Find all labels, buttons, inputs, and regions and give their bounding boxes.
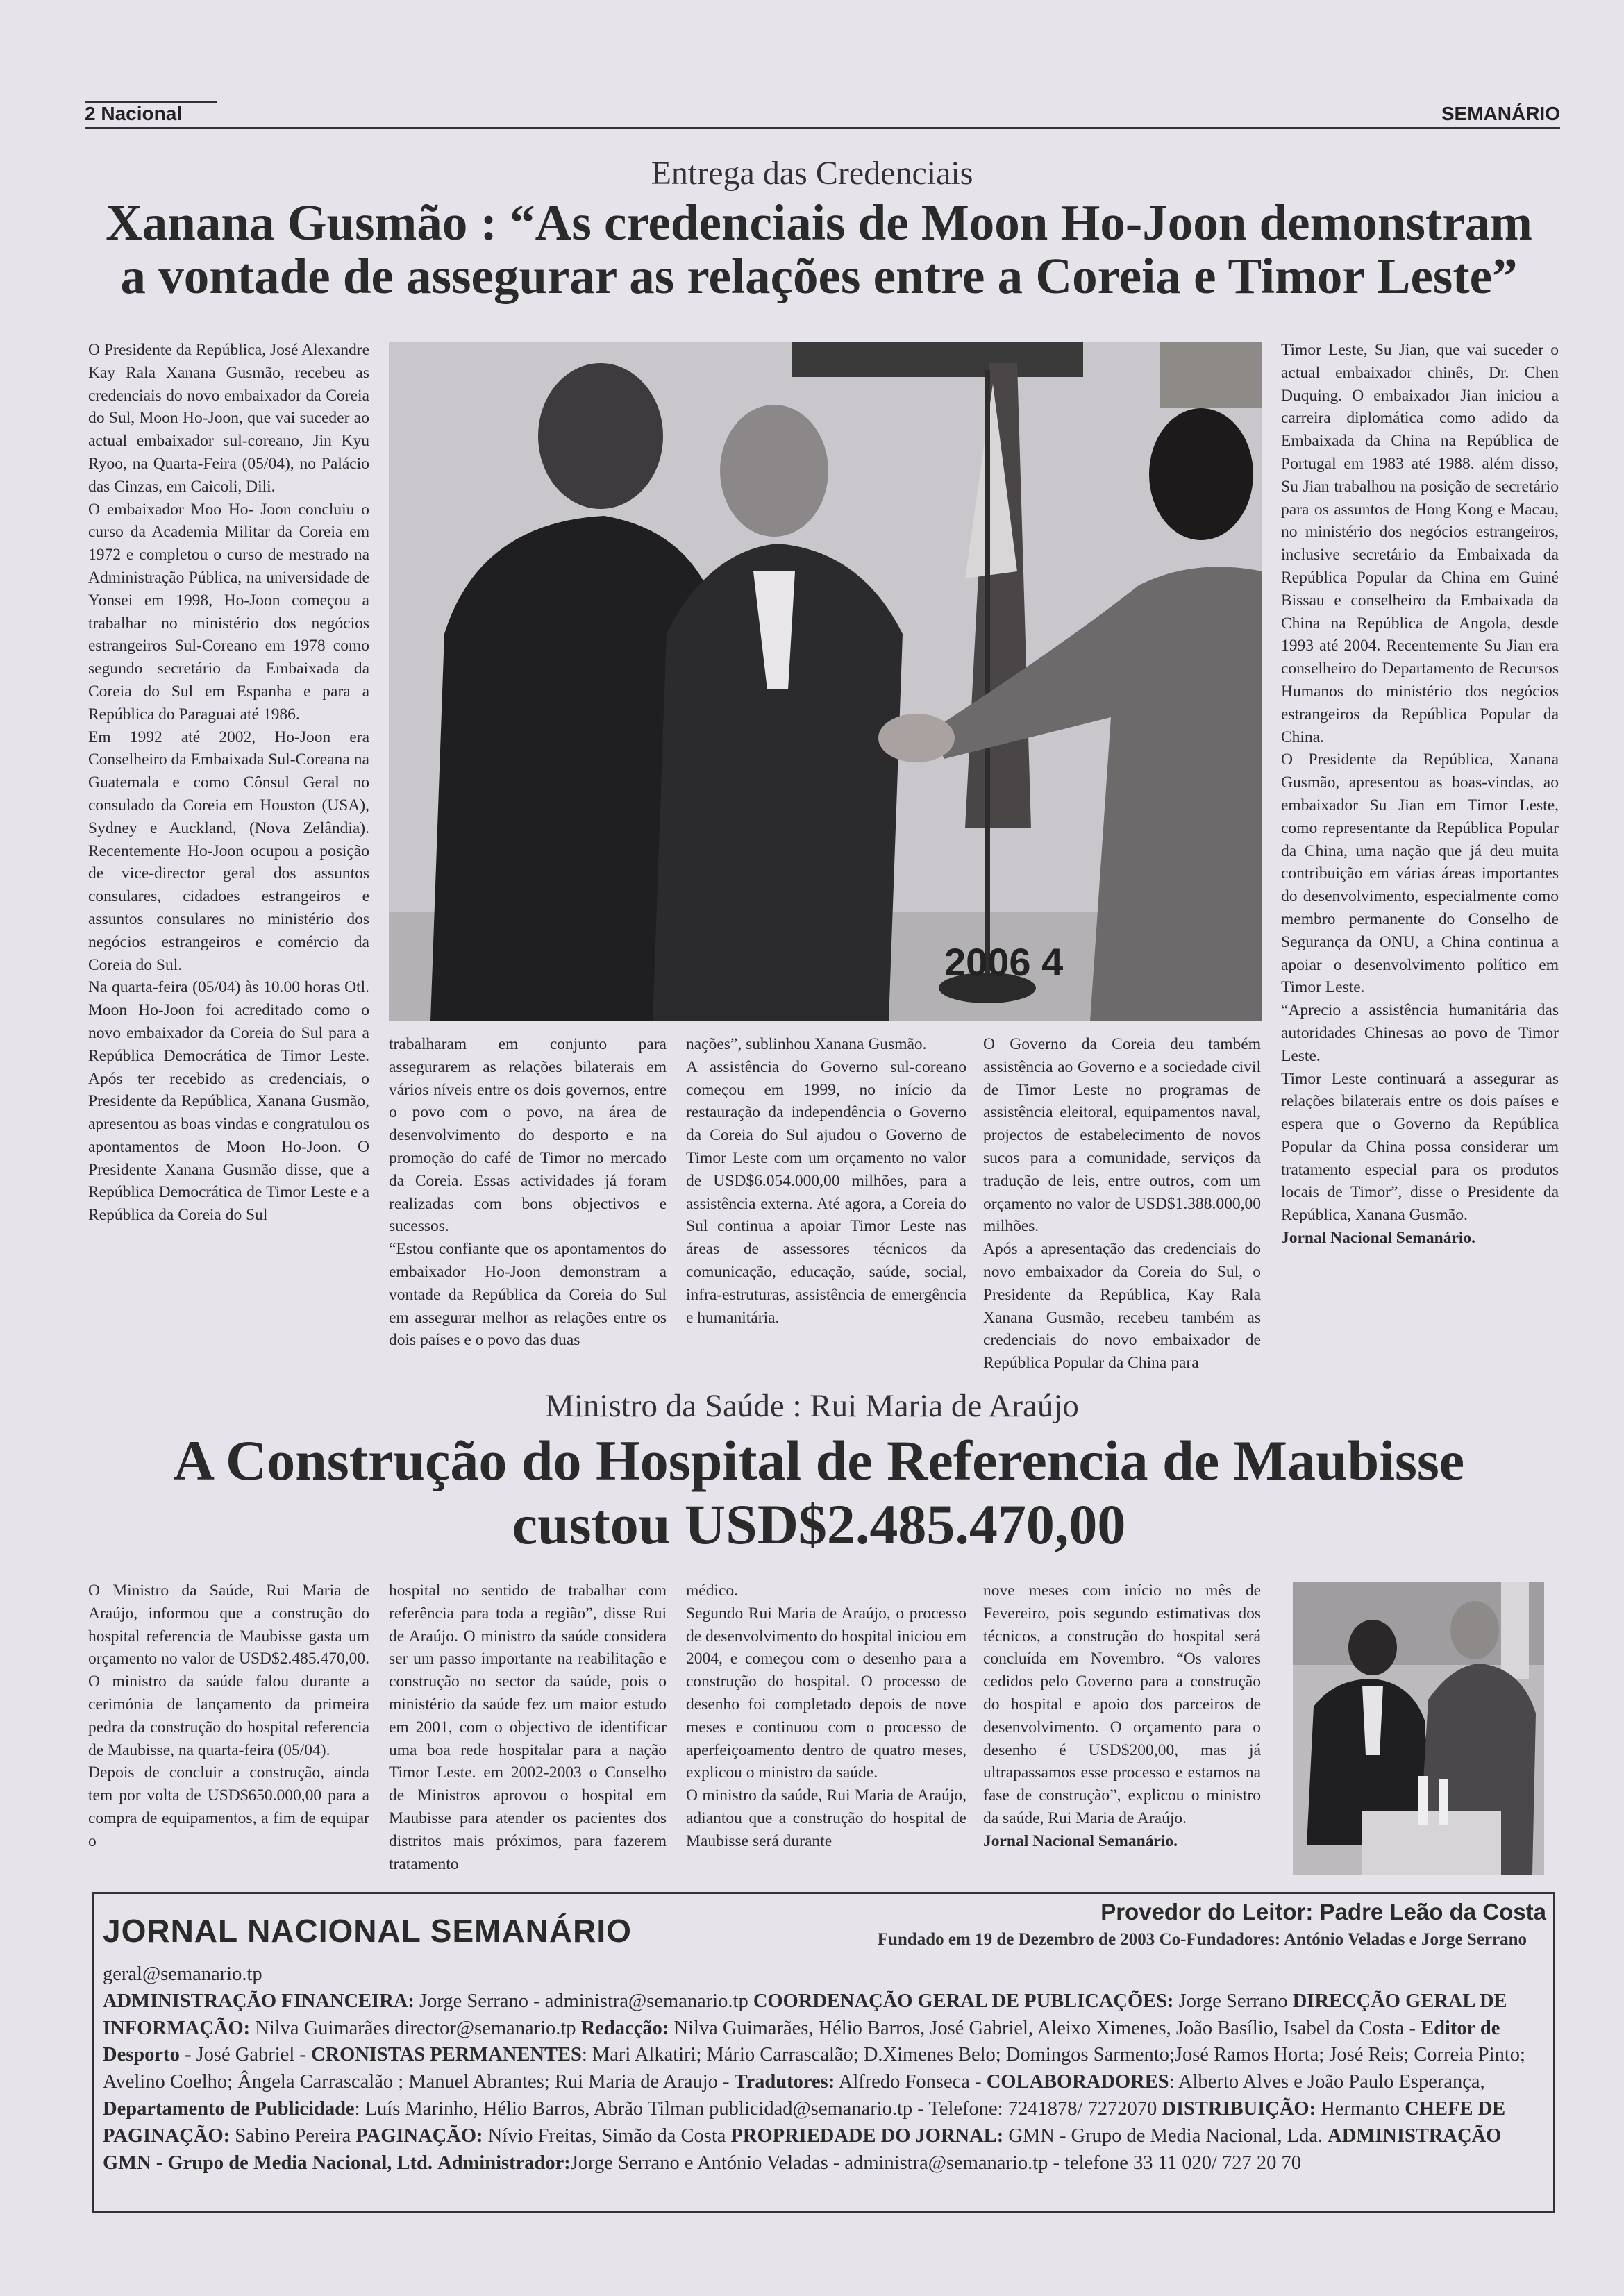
paragraph: O Presidente da República, José Alexandre Kay Rala Xanana Gusmão, recebeu as credenciais do novo embaixador da Coreia do Sul, Moon Ho-Joon, que vai suceder ao actual embaixador sul-coreano, Jin Kyu Ryoo, na Quarta-Feira (05/04), no Palácio das Cinzas, em Caicoli, Dili.: [88, 341, 369, 496]
staff-text: Sabino Pereira: [230, 2125, 356, 2147]
staff-label: PAGINAÇÃO:: [355, 2125, 483, 2147]
article2-headline: [76, 1429, 1562, 1557]
paragraph: “Estou confiante que os apontamentos do embaixador Ho-Joon demonstram a vontade da República da Coreia do Sul em assegurar melhor as relações entre os dois países e o povo das duas: [389, 1240, 667, 1350]
paragraph: hospital no sentido de trabalhar com referência para toda a região”, disse Rui de Araújo. O ministro da saúde considera ser um passo importante na reabilitação e construção no sector da saúde, pois o ministério da saúde fez um maior estudo em 2001, com o objectivo de identificar uma boa rede hospitalar para a nação Timor Leste. em 2002-2003 o Conselho de Ministros aprovou o hospital em Maubisse para atender os pacientes dos distritos mais próximos, para fazerem tratamento: [389, 1582, 667, 1873]
staff-label: Tradutores:: [734, 2071, 835, 2093]
contact-email: geral@semanario.tp: [103, 1963, 262, 1985]
staff-text: Jorge Serrano - administra@semanario.tp: [414, 1990, 753, 2012]
paragraph: Depois de concluir a construção, ainda tem por volta de USD$650.000,00 para a compra de equipamentos, a fim de equipar o: [88, 1763, 369, 1850]
paragraph: Timor Leste, Su Jian, que vai suceder o actual embaixador chinês, Dr. Chen Duquing. O embaixador Jian iniciou a carreira diplomática como adido da Embaixada da China na República de Portugal em 1983 até 1988. além disso, Su Jian trabalhou na posição de secretário para os assuntos de Hong Kong e Macau, no ministério dos negócios estrangeiros, inclusive secretário da Embaixada da República Popular da China em Guiné Bissau e conselheiro da Embaixada da China na República de Angola, desde 1993 até 2004. Recentemente Su Jian era conselheiro do Departamento de Recursos Humanos do ministério dos negócios estrangeiros da República Popular da China.: [1281, 341, 1559, 746]
article1-kicker: Entrega das Credenciais: [651, 155, 973, 192]
paragraph: “Aprecio a assistência humanitária das autoridades Chinesas ao povo de Timor Leste.: [1281, 1001, 1559, 1065]
article1-headline-line1: Xanana Gusmão : “As credenciais de Moon Ho-Joon demonstram: [106, 194, 1532, 251]
staff-text: Hermanto: [1316, 2097, 1405, 2120]
article2-col2: [389, 1579, 667, 1875]
paragraph: O Ministro da Saúde, Rui Maria de Araújo, informou que a construção do hospital referencia de Maubisse gasta um orçamento no valor de USD$2.485.470,00. O ministro da saúde falou durante a cerimónia de lançamento da primeira pedra da construção do hospital referencia de Maubisse, na quarta-feira (05/04).: [88, 1582, 369, 1759]
provedor-do-leitor: Provedor do Leitor: Padre Leão da Costa: [1100, 1899, 1546, 1925]
article2-col1: [88, 1579, 369, 1853]
article2-headline-line1: A Construção do Hospital de Referencia de Maubisse: [173, 1429, 1465, 1492]
article2-col3: [686, 1579, 966, 1853]
founding-info: Fundado em 19 de Dezembro de 2003 Co-Fundadores: António Veladas e Jorge Serrano: [877, 1930, 1527, 1949]
staff-text: Jorge Serrano: [1173, 1990, 1293, 2012]
paragraph: Na quarta-feira (05/04) às 10.00 horas Otl. Moon Ho-Joon foi acreditado como o novo embaixador da Coreia do Sul para a República Democrática de Timor Leste. Após ter recebido as credenciais, o Presidente da República, Xanana Gusmão, apresentou as boas vindas e congratulou os apontamentos de Moon Ho-Joon. O Presidente Xanana Gusmão disse, que a República Democrática de Timor Leste e a República da Coreia do Sul: [88, 978, 369, 1225]
paragraph: Em 1992 até 2002, Ho-Joon era Conselheiro da Embaixada Sul-Coreana na Guatemala e como Cônsul Geral no consulado da Coreia em Houston (USA), Sydney e Auckland, (Nova Zelândia). Recentemente Ho-Joon ocupou a posição de vice-director geral dos assuntos consulares, cidadoes estrangeiros e assuntos consulares no ministério dos negócios estrangeiros e comércio da Coreia do Sul.: [88, 728, 369, 974]
photo-date-stamp: 2006 4: [944, 940, 1064, 984]
article1-col5: [1281, 339, 1559, 1250]
article1-col4: [983, 1033, 1261, 1375]
article1-photo-illustration: [389, 342, 1262, 1021]
article2-headline-line2: custou USD$2.485.470,00: [512, 1493, 1126, 1556]
staff-label: ADMINISTRAÇÃO GMN - Grupo de Media Nacional, Ltd.: [103, 2125, 1502, 2174]
staff-label: Departamento de Publicidade: [103, 2097, 355, 2120]
paragraph: Segundo Rui Maria de Araújo, o processo de desenvolvimento do hospital iniciou em 2004, e começou com o desenho para a construção do hospital. O processo de desenho foi completado depois de nove meses e continuou com o processo de aperfeiçoamento dentro de quatro meses, explicou o ministro da saúde.: [686, 1604, 966, 1782]
article2-photo-illustration: [1293, 1582, 1544, 1875]
staff-text: : Mari Alkatiri; Mário Carrascalão; D.Ximenes Belo; Domingos Sarmento;José Ramos Horta; José Reis; Correia Pinto; Avelino Coelho; Ângela Carrascalão ; Manuel Abrantes; Rui Maria de Araujo -: [103, 2044, 1525, 2093]
article2-kicker: Ministro da Saúde : Rui Maria de Araújo: [545, 1388, 1079, 1424]
section-label: 2 Nacional: [85, 103, 183, 124]
staff-label: Editor de Desporto: [103, 2017, 1500, 2066]
staff-text: Jorge Serrano e António Veladas - administra@semanario.tp - telefone 33 11 020/ 727 20 70: [570, 2152, 1302, 2174]
article1-col2: [389, 1033, 667, 1352]
staff-list: [103, 1961, 1547, 2177]
article2-signature: Jornal Nacional Semanário.: [983, 1832, 1178, 1850]
article1-photo: [389, 342, 1262, 1021]
staff-label: Redacção:: [580, 2017, 669, 2039]
staff-text: Nilva Guimarães director@semanario.tp: [250, 2017, 581, 2039]
staff-text: Alfredo Fonseca -: [835, 2071, 987, 2093]
header-rule: [85, 127, 1560, 129]
staff-label: DISTRIBUIÇÃO:: [1162, 2097, 1316, 2120]
article2-photo: [1293, 1582, 1544, 1875]
paragraph: Após a apresentação das credenciais do novo embaixador da Coreia do Sul, o Presidente da República, Kay Rala Xanana Gusmão, recebeu também as credenciais do novo embaixador de República Popular da China para: [983, 1240, 1261, 1373]
article1-col3: [686, 1033, 966, 1329]
paragraph: O Governo da Coreia deu também assistência ao Governo e a sociedade civil de Timor Leste no programas de assistência eleitoral, equipamentos naval, projectos de estabelecimento de novos sucos para a comunidade, serviços da tradução de leis, entre outros, com um orçamento no valor de USD$1.388.000,00 milhões.: [983, 1035, 1261, 1236]
paragraph: O embaixador Moo Ho- Joon concluiu o curso da Academia Militar da Coreia em 1972 e completou o curso de mestrado na Administração Pública, na universidade de Yonsei em 1998, Ho-Joon começou a trabalhar no ministério dos negócios estrangeiros Sul-Coreano em 1978 como segundo secretário da Embaixada da Coreia do Sul em Espanha e para a República do Paraguai até 1986.: [88, 500, 369, 723]
staff-box-title: JORNAL NACIONAL SEMANÁRIO: [103, 1913, 632, 1949]
staff-label: COLABORADORES: [986, 2071, 1169, 2093]
paragraph: O Presidente da República, Xanana Gusmão, apresentou as boas-vindas, ao embaixador Su Jian em Timor Leste, como representante da República Popular da China, uma nação que já deu muita contribuição em várias áreas importantes do desenvolvimento, especialmente como membro permanente do Conselho de Segurança da ONU, a China continua a apoiar o desenvolvimento político em Timor Leste.: [1281, 751, 1559, 997]
article1-headline: [76, 196, 1562, 303]
staff-label: CHEFE DE PAGINAÇÃO:: [103, 2097, 1506, 2147]
article1-headline-line2: a vontade de assegurar as relações entre a Coreia e Timor Leste”: [120, 248, 1518, 305]
paragraph: médico.: [686, 1582, 739, 1600]
paragraph: nações”, sublinhou Xanana Gusmão.: [686, 1035, 927, 1053]
paragraph: trabalharam em conjunto para assegurarem as relações bilaterais em vários níveis entre os dois governos, entre o povo com o povo, na área de desenvolvimento do desporto e na promoção do café de Timor no mercado da Coreia. Essas actividades já foram realizadas com bons objectivos e sucessos.: [389, 1035, 667, 1236]
staff-text: - José Gabriel -: [179, 2044, 311, 2066]
staff-label: ADMINISTRAÇÃO FINANCEIRA:: [103, 1990, 415, 2012]
staff-label: CRONISTAS PERMANENTES: [310, 2044, 582, 2066]
article1-col1: [88, 339, 369, 1227]
article2-col4: [983, 1579, 1261, 1853]
staff-label: DIRECÇÃO GERAL DE INFORMAÇÃO:: [103, 1990, 1507, 2039]
staff-text: : Alberto Alves e João Paulo Esperança,: [1169, 2071, 1485, 2093]
paragraph: nove meses com início no mês de Fevereiro, pois segundo estimativas dos técnicos, a construção do hospital será concluída em Novembro. “Os valores cedidos pelo Governo para a construção do hospital e apoio dos parceiros de desenvolvimento. O orçamento para o desenho é USD$200,00, mas já ultrapassamos esse processo e estamos na fase de construção”, explicou o ministro da saúde, Rui Maria de Araújo.: [983, 1582, 1261, 1827]
article1-signature: Jornal Nacional Semanário.: [1281, 1229, 1476, 1248]
paragraph: O ministro da saúde, Rui Maria de Araújo, adiantou que a construção do hospital de Maubisse será durante: [686, 1786, 966, 1850]
staff-text: : Luís Marinho, Hélio Barros, Abrão Tilman publicidad@semanario.tp - Telefone: 7241878/ 7272070: [354, 2097, 1162, 2120]
paragraph: A assistência do Governo sul-coreano começou em 1999, no início da restauração da independência o Governo da Coreia do Sul ajudou o Governo de Timor Leste com um orçamento no valor de USD$6.054.000,00 milhões, para a assistência externa. Até agora, a Coreia do Sul continua a apoiar Timor Leste nas áreas de assessores técnicos da comunicação, educação, saúde, social, infra-estruturas, assistência de emergência e humanitária.: [686, 1057, 966, 1327]
staff-text: Nilva Guimarães, Hélio Barros, José Gabriel, Aleixo Ximenes, João Basílio, Isabel da Costa -: [669, 2017, 1421, 2039]
staff-label: COORDENAÇÃO GERAL DE PUBLICAÇÕES:: [753, 1990, 1174, 2012]
masthead-label: SEMANÁRIO: [1441, 103, 1560, 124]
staff-label: Administrador:: [437, 2152, 571, 2174]
paragraph: Timor Leste continuará a assegurar as relações bilaterais entre os dois países e espera que o Governo da República Popular da China possa considerar um tratamento especial para os produtos locais de Timor”, disse o Presidente da República, Xanana Gusmão.: [1281, 1069, 1559, 1225]
staff-text: Nívio Freitas, Simão da Costa: [483, 2125, 731, 2147]
staff-label: PROPRIEDADE DO JORNAL:: [730, 2125, 1004, 2147]
staff-text: GMN - Grupo de Media Nacional, Lda.: [1003, 2125, 1328, 2147]
